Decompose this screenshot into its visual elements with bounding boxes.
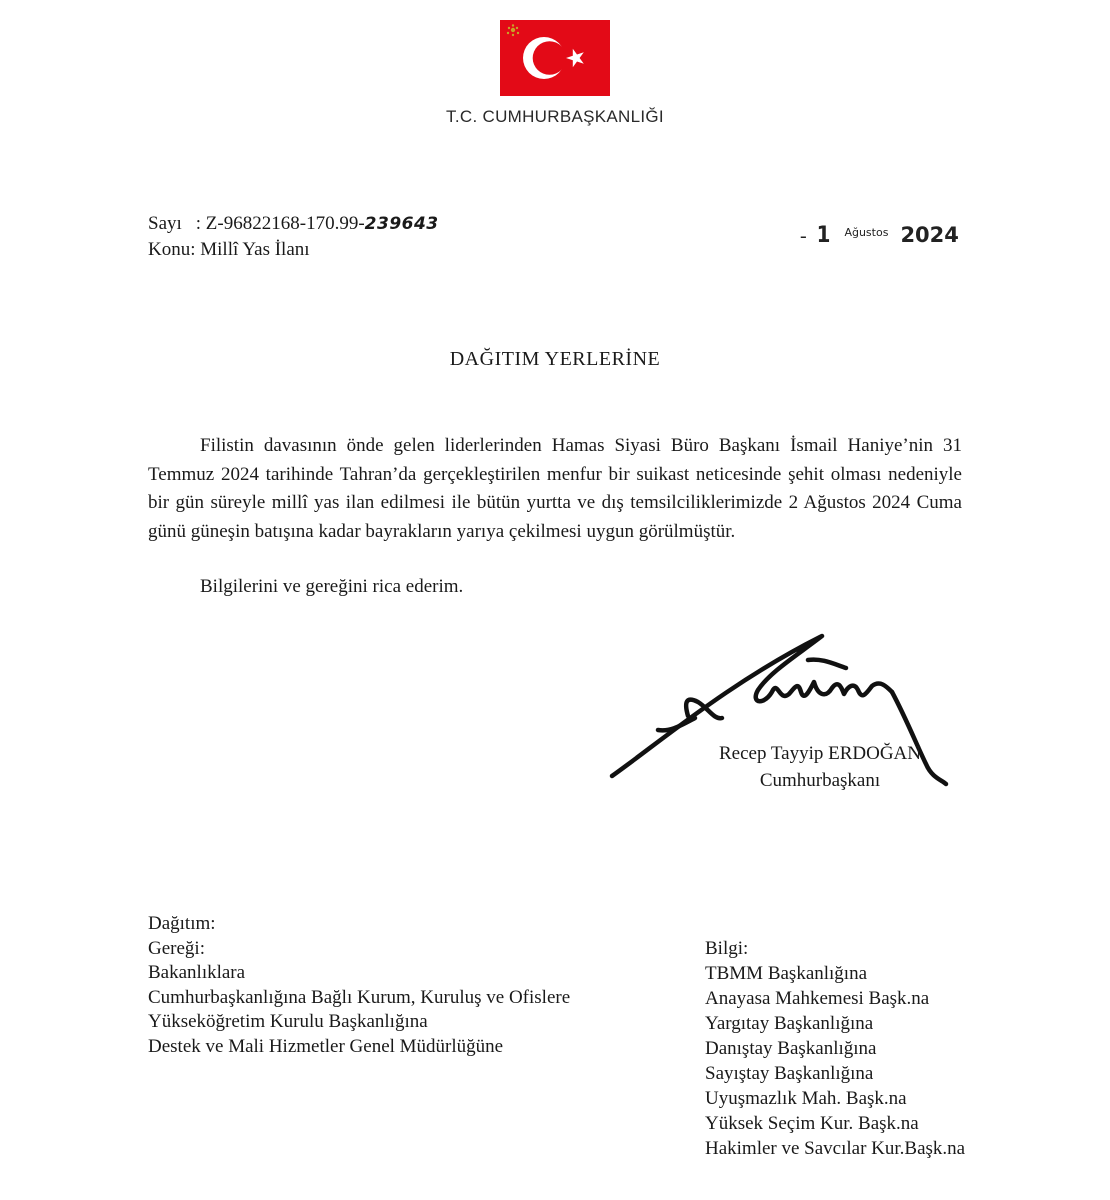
- date-stamp: [800, 223, 959, 248]
- reference-number-row: [148, 213, 439, 235]
- list-item: Danıştay Başkanlığına: [705, 1038, 877, 1059]
- turkish-flag-emblem: [500, 20, 610, 96]
- date-dash: -: [800, 225, 807, 247]
- distribution-list: [148, 912, 570, 1059]
- list-item: Sayıştay Başkanlığına: [705, 1063, 874, 1084]
- sayi-prefix: : Z-96822168-170.99-: [195, 213, 365, 234]
- distribution-heading: Dağıtım:: [148, 913, 216, 934]
- sayi-handwritten-number: 239643: [364, 214, 439, 234]
- info-recipient-list: [705, 936, 965, 1161]
- subject-row: [148, 239, 310, 261]
- konu-value: : Millî Yas İlanı: [190, 239, 310, 260]
- organization-name: T.C. CUMHURBAŞKANLIĞI: [446, 107, 664, 126]
- signer-title: Cumhurbaşkanı: [759, 770, 881, 791]
- addressee-heading: DAĞITIM YERLERİNE: [449, 348, 661, 370]
- list-item: Yüksek Seçim Kur. Başk.na: [705, 1113, 919, 1134]
- list-item: TBMM Başkanlığına: [705, 963, 868, 984]
- date-year: 2024: [900, 223, 959, 247]
- list-item: Yükseköğretim Kurulu Başkanlığına: [148, 1011, 428, 1032]
- list-item: Cumhurbaşkanlığına Bağlı Kurum, Kuruluş ve Ofislere: [148, 986, 571, 1008]
- body-paragraph: Filistin davasının önde gelen liderlerinden Hamas Siyasi Büro Başkanı İsmail Haniye’nin 31 Temmuz 2024 tarihinde Tahran’da gerçekleştirilen menfur bir suikast neticesinde şehit olması nedeniyle bir gün süreyle millî yas ilan edilmesi ile bütün yurtta ve dış temsilciliklerimizde 2 Ağustos 2024 Cuma günü güneşin batışına kadar bayrakların yarıya çekilmesi uygun görülmüştür.: [148, 435, 962, 542]
- list-item: Bakanlıklara: [148, 962, 246, 983]
- date-month: Ağustos: [844, 226, 889, 239]
- closing-line: Bilgilerini ve gereğini rica ederim.: [200, 576, 464, 597]
- sayi-label: Sayı: [148, 213, 182, 234]
- handwritten-signature: [600, 630, 950, 830]
- list-item: Uyuşmazlık Mah. Başk.na: [705, 1088, 907, 1109]
- gereği-label: Gereği:: [148, 937, 205, 959]
- bilgi-label: Bilgi:: [705, 938, 749, 959]
- konu-label: Konu: [148, 239, 191, 260]
- list-item: Yargıtay Başkanlığına: [705, 1013, 874, 1034]
- list-item: Hakimler ve Savcılar Kur.Başk.na: [705, 1138, 966, 1159]
- list-item: Destek ve Mali Hizmetler Genel Müdürlüğüne: [148, 1035, 504, 1057]
- signer-name: Recep Tayyip ERDOĞAN: [718, 743, 921, 764]
- list-item: Anayasa Mahkemesi Başk.na: [705, 988, 930, 1009]
- date-day: 1: [816, 223, 831, 248]
